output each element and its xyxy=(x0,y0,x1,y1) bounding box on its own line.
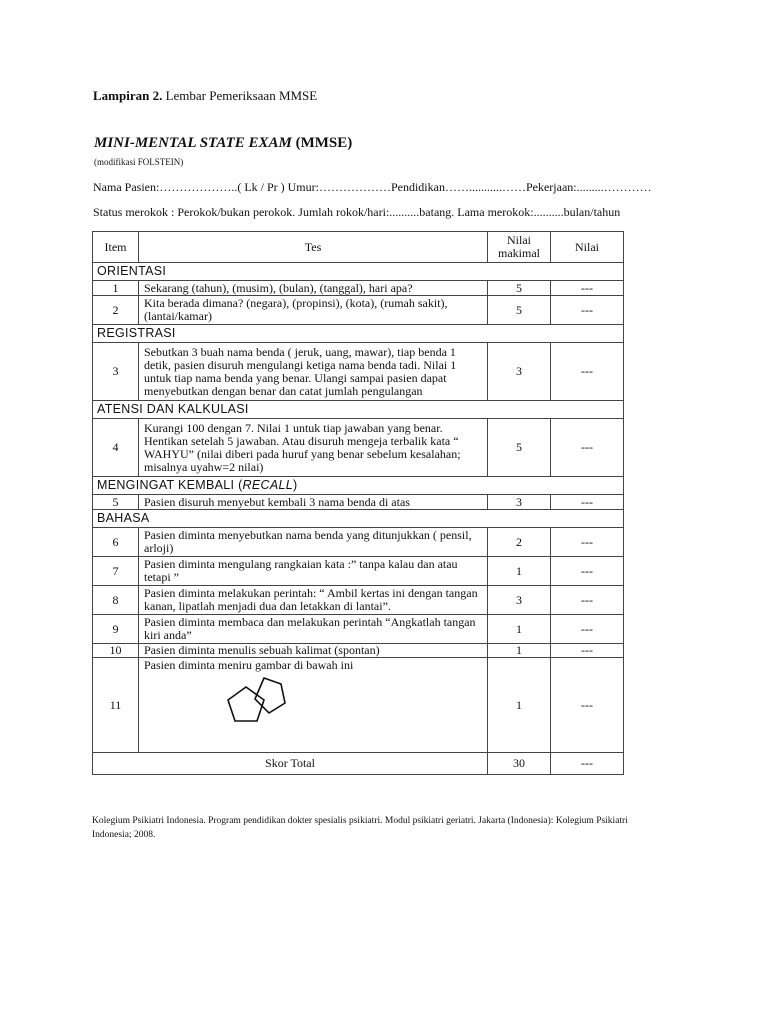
appendix-heading xyxy=(93,88,317,104)
score-value: --- xyxy=(551,557,624,586)
score-value: --- xyxy=(551,281,624,296)
test-description: Kurangi 100 dengan 7. Nilai 1 untuk tiap jawaban yang benar. Hentikan setelah 5 jawaban. Atau disuruh mengeja terbalik kata “ WAHYU” (nilai diberi pada huruf yang benar sebelum kesalahan; misalnya uyahw=2 nilai) xyxy=(139,419,488,477)
total-score: --- xyxy=(551,753,624,775)
page-title xyxy=(94,135,352,152)
test-description: Pasien diminta melakukan perintah: “ Ambil kertas ini dengan tangan kanan, lipatlah menjadi dua dan letakkan di lantai”. xyxy=(139,586,488,615)
reference-footnote: Kolegium Psikiatri Indonesia. Program pendidikan dokter spesialis psikiatri. Modul psikiatri geriatri. Jakarta (Indonesia): Kolegium Psikiatri Indonesia; 2008. xyxy=(92,816,628,840)
section-row xyxy=(93,401,624,419)
header-item: Item xyxy=(93,232,139,263)
score-value: --- xyxy=(551,615,624,644)
section-mengingat: MENGINGAT KEMBALI (RECALL) xyxy=(93,477,624,495)
table-row xyxy=(93,658,624,753)
score-value: --- xyxy=(551,644,624,658)
test-description: Sekarang (tahun), (musim), (bulan), (tanggal), hari apa? xyxy=(139,281,488,296)
max-score: 3 xyxy=(488,495,551,510)
score-value: --- xyxy=(551,528,624,557)
item-number: 9 xyxy=(93,615,139,644)
header-score: Nilai xyxy=(551,232,624,263)
table-row xyxy=(93,495,624,510)
score-value: --- xyxy=(551,343,624,401)
table-row xyxy=(93,615,624,644)
test-description-cell xyxy=(139,658,488,753)
table-row xyxy=(93,343,624,401)
score-value: --- xyxy=(551,495,624,510)
test-description: Pasien diminta menulis sebuah kalimat (spontan) xyxy=(139,644,488,658)
title-suffix: (MMSE) xyxy=(291,135,353,151)
max-score: 1 xyxy=(488,658,551,753)
max-score: 5 xyxy=(488,281,551,296)
score-value: --- xyxy=(551,419,624,477)
item-number: 1 xyxy=(93,281,139,296)
appendix-label: Lampiran 2. xyxy=(93,88,163,103)
score-value: --- xyxy=(551,586,624,615)
item-number: 2 xyxy=(93,296,139,325)
item-number: 6 xyxy=(93,528,139,557)
test-description: Pasien diminta menyebutkan nama benda yang ditunjukkan ( pensil, arloji) xyxy=(139,528,488,557)
item-number: 11 xyxy=(93,658,139,753)
patient-info-line: Nama Pasien:………………..( Lk / Pr ) Umur:………………Pendidikan……...........……Pekerjaan:.........………… xyxy=(93,180,652,194)
table-row xyxy=(93,644,624,658)
table-row xyxy=(93,557,624,586)
item-number: 4 xyxy=(93,419,139,477)
section-row xyxy=(93,325,624,343)
max-score: 3 xyxy=(488,586,551,615)
max-score: 1 xyxy=(488,557,551,586)
section-registrasi: REGISTRASI xyxy=(93,325,624,343)
header-test: Tes xyxy=(139,232,488,263)
table-row xyxy=(93,528,624,557)
appendix-text: Lembar Pemeriksaan MMSE xyxy=(162,88,318,103)
test-description: Pasien diminta mengulang rangkaian kata :” tanpa kalau dan atau tetapi ” xyxy=(139,557,488,586)
max-score: 2 xyxy=(488,528,551,557)
section-row xyxy=(93,263,624,281)
title-italic: MINI-MENTAL STATE EXAM xyxy=(94,135,292,151)
table-row xyxy=(93,281,624,296)
table-row xyxy=(93,586,624,615)
smoking-status-line: Status merokok : Perokok/bukan perokok. Jumlah rokok/hari:..........batang. Lama merokok:..........bulan/tahun xyxy=(93,205,621,219)
item-number: 3 xyxy=(93,343,139,401)
section-atensi: ATENSI DAN KALKULASI xyxy=(93,401,624,419)
item-number: 7 xyxy=(93,557,139,586)
score-value: --- xyxy=(551,658,624,753)
section-bahasa: BAHASA xyxy=(93,510,624,528)
total-label: Skor Total xyxy=(93,753,488,775)
intersecting-pentagons-figure xyxy=(214,676,304,736)
score-value: --- xyxy=(551,296,624,325)
test-description: Pasien diminta meniru gambar di bawah ini xyxy=(144,658,354,672)
section-row xyxy=(93,510,624,528)
header-max-score: Nilai makimal xyxy=(488,232,551,263)
table-row xyxy=(93,419,624,477)
max-score: 3 xyxy=(488,343,551,401)
max-score: 5 xyxy=(488,419,551,477)
total-row xyxy=(93,753,624,775)
table-row xyxy=(93,296,624,325)
max-score: 5 xyxy=(488,296,551,325)
mmse-table xyxy=(92,231,624,775)
item-number: 5 xyxy=(93,495,139,510)
item-number: 8 xyxy=(93,586,139,615)
max-score: 1 xyxy=(488,615,551,644)
total-max-score: 30 xyxy=(488,753,551,775)
test-description: Sebutkan 3 buah nama benda ( jeruk, uang, mawar), tiap benda 1 detik, pasien disuruh mengulangi ketiga nama benda tadi. Nilai 1 untuk tiap nama benda yang benar. Ulangi sampai pasien dapat menyebutkan dengan benar dan catat jumlah pengulangan xyxy=(139,343,488,401)
test-description: Pasien disuruh menyebut kembali 3 nama benda di atas xyxy=(139,495,488,510)
pentagon-right xyxy=(255,678,285,713)
max-score: 1 xyxy=(488,644,551,658)
section-row xyxy=(93,477,624,495)
test-description: Pasien diminta membaca dan melakukan perintah “Angkatlah tangan kiri anda” xyxy=(139,615,488,644)
item-number: 10 xyxy=(93,644,139,658)
subtitle: (modifikasi FOLSTEIN) xyxy=(94,157,184,167)
test-description: Kita berada dimana? (negara), (propinsi), (kota), (rumah sakit), (lantai/kamar) xyxy=(139,296,488,325)
section-orientasi: ORIENTASI xyxy=(93,263,624,281)
table-header-row xyxy=(93,232,624,263)
